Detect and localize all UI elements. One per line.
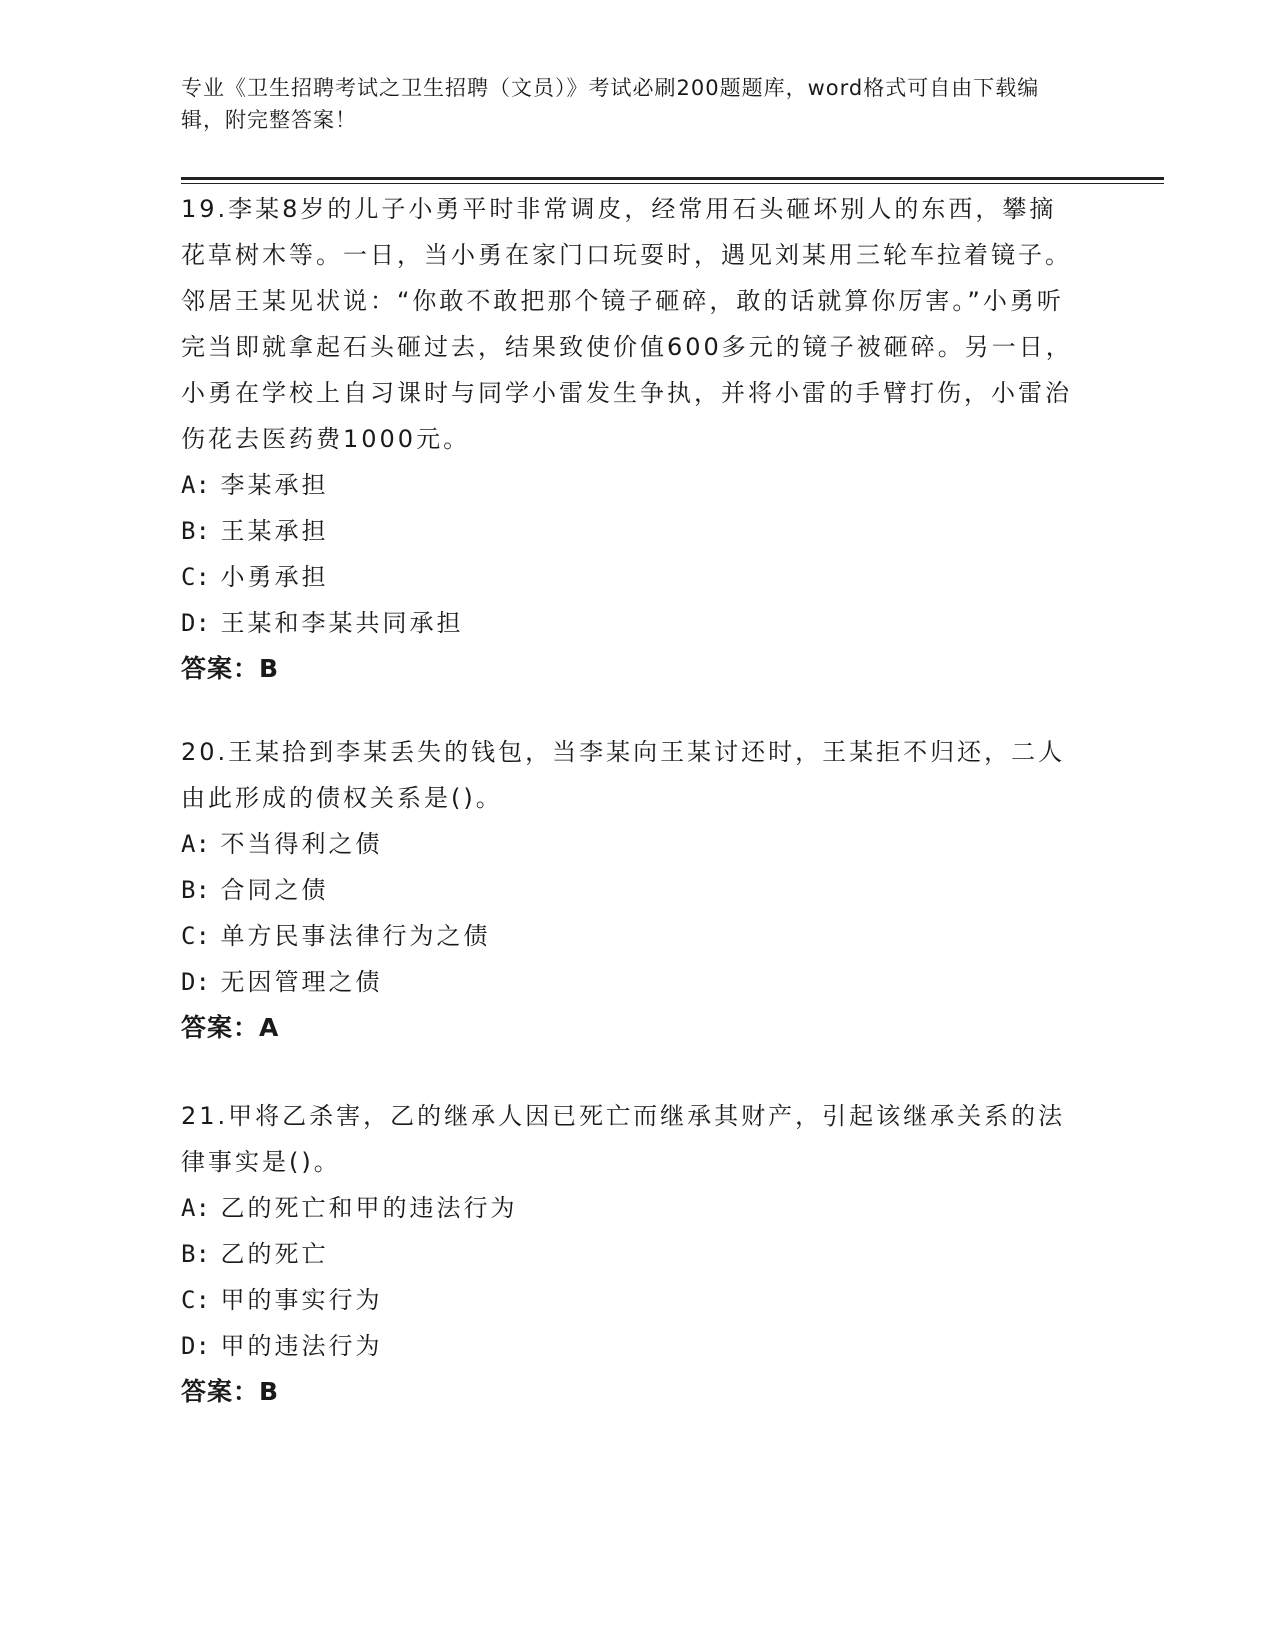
divider-thin-line	[181, 183, 1164, 184]
option-text: 甲的事实行为	[220, 1286, 383, 1314]
header-divider	[181, 177, 1164, 184]
option-letter: D:	[181, 609, 210, 637]
option-b	[181, 508, 1081, 554]
question-stem: 21.甲将乙杀害，乙的继承人因已死亡而继承其财产，引起该继承关系的法律事实是()。	[181, 1102, 1066, 1176]
option-d	[181, 959, 1081, 1005]
question-stem: 20.王某拾到李某丢失的钱包，当李某向王某讨还时，王某拒不归还，二人由此形成的债权关系是()。	[181, 738, 1066, 812]
option-letter: A:	[181, 830, 210, 858]
option-text: 乙的死亡和甲的违法行为	[220, 1194, 518, 1222]
option-a	[181, 821, 1081, 867]
option-text: 不当得利之债	[220, 830, 383, 858]
option-d	[181, 600, 1081, 646]
option-letter: A:	[181, 471, 210, 499]
option-c	[181, 913, 1081, 959]
question-21	[181, 1093, 1081, 1415]
divider-thick-line	[181, 177, 1164, 180]
option-text: 甲的违法行为	[220, 1332, 383, 1360]
option-a	[181, 462, 1081, 508]
answer-line: 答案：B	[181, 1377, 280, 1406]
option-letter: B:	[181, 517, 210, 545]
option-a	[181, 1185, 1081, 1231]
option-letter: B:	[181, 876, 210, 904]
option-letter: B:	[181, 1240, 210, 1268]
option-text: 李某承担	[220, 471, 329, 499]
option-letter: A:	[181, 1194, 210, 1222]
option-text: 合同之债	[220, 876, 329, 904]
option-letter: D:	[181, 1332, 210, 1360]
question-19	[181, 186, 1081, 692]
question-stem: 19.李某8岁的儿子小勇平时非常调皮，经常用石头砸坏别人的东西，攀摘花草树木等。一日，当小勇在家门口玩耍时，遇见刘某用三轮车拉着镜子。邻居王某见状说：“你敢不敢把那个镜子砸碎，敢的话就算你厉害。”小勇听完当即就拿起石头砸过去，结果致使价值600多元的镜子被砸碎。另一日，小勇在学校上自习课时与同学小雷发生争执，并将小雷的手臂打伤，小雷治伤花去医药费1000元。	[181, 195, 1073, 453]
option-letter: C:	[181, 922, 210, 950]
option-c	[181, 1277, 1081, 1323]
option-d	[181, 1323, 1081, 1369]
option-b	[181, 1231, 1081, 1277]
answer-line: 答案：A	[181, 1013, 280, 1042]
option-letter: D:	[181, 968, 210, 996]
option-text: 单方民事法律行为之债	[220, 922, 491, 950]
option-text: 无因管理之债	[220, 968, 383, 996]
option-text: 王某和李某共同承担	[220, 609, 464, 637]
option-b	[181, 867, 1081, 913]
question-20	[181, 729, 1081, 1051]
option-text: 王某承担	[220, 517, 329, 545]
option-letter: C:	[181, 1286, 210, 1314]
answer-line: 答案：B	[181, 654, 280, 683]
option-letter: C:	[181, 563, 210, 591]
document-header: 专业《卫生招聘考试之卫生招聘（文员）》考试必刷200题题库，word格式可自由下载编辑，附完整答案！	[181, 76, 1040, 132]
option-c	[181, 554, 1081, 600]
option-text: 小勇承担	[220, 563, 329, 591]
option-text: 乙的死亡	[220, 1240, 329, 1268]
